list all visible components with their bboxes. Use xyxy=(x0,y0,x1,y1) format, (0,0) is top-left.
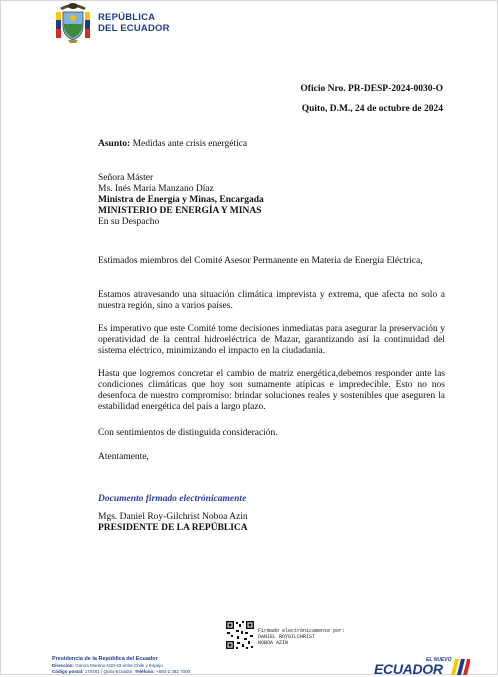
brand-stripes-icon xyxy=(446,657,470,675)
qr-caption-line2: DANIEL ROYGILCHRIST xyxy=(258,634,316,640)
brand-logo-text: ECUADOR xyxy=(374,661,443,677)
signer-name: Mgs. Daniel Roy-Gilchrist Noboa Azin xyxy=(98,512,248,522)
oficio-number: Oficio Nro. PR-DESP-2024-0030-O xyxy=(300,84,443,94)
footer-contact xyxy=(52,656,190,674)
signer-title: PRESIDENTE DE LA REPÚBLICA xyxy=(98,523,248,533)
recipient-ministry: MINISTERIO DE ENERGÍA Y MINAS xyxy=(98,206,262,216)
paragraph-2: Es imperativo que este Comité tome decisiones inmediatas para asegurar la preservación y operatividad de la central hidroeléctrica de Mazar, garantizando así la continuidad del sistema eléctrico, minimizando el impacto en la ciudadanía. xyxy=(98,324,445,356)
republic-line1: REPÚBLICA xyxy=(98,12,156,23)
footer-postal: Código postal: 170401 / Quito-Ecuador. Teléfono: +593-2 382 7000 xyxy=(52,668,191,674)
subject-line xyxy=(98,139,247,149)
recipient-block xyxy=(98,173,264,228)
qr-caption-line3: NOBOA AZIN xyxy=(258,640,289,646)
republic-line2: DEL ECUADOR xyxy=(98,23,170,34)
subject-text: Medidas ante crisis energética xyxy=(130,139,248,149)
electronic-signature-note: Documento firmado electrónicamente xyxy=(98,494,247,504)
signer-block xyxy=(98,512,248,534)
document-date: Quito, D.M., 24 de octubre de 2024 xyxy=(301,104,443,114)
subject-label: Asunto: xyxy=(98,139,131,149)
valediction: Atentamente, xyxy=(98,452,149,462)
footer-address: Dirección: García Moreno N10-43 entre Chile y Espejo xyxy=(52,663,163,668)
qr-caption-line1: Firmado electrónicamente por: xyxy=(258,628,346,634)
recipient-office: En su Despacho xyxy=(98,217,160,227)
letterhead xyxy=(54,0,170,44)
recipient-salutation: Señora Máster xyxy=(98,173,154,183)
greeting: Estimados miembros del Comité Asesor Permanente en Materia de Energía Eléctrica, xyxy=(98,256,423,266)
footer-institution: Presidencia de la República del Ecuador xyxy=(52,656,158,662)
recipient-name: Ms. Inés María Manzano Díaz xyxy=(98,184,214,194)
paragraph-1: Estamos atravesando una situación climática imprevista y extrema, que afecta no solo a nuestra región, sino a varios países. xyxy=(98,290,445,311)
coat-of-arms-icon xyxy=(54,0,92,44)
brand-tagline: EL NUEVO xyxy=(426,657,452,663)
closing-sentence: Con sentimientos de distinguida consideración. xyxy=(98,428,278,438)
signature-qr-code xyxy=(225,620,255,650)
republic-name xyxy=(98,12,170,34)
qr-caption xyxy=(258,628,345,646)
recipient-position: Ministra de Energía y Minas, Encargada xyxy=(98,195,264,205)
paragraph-3: Hasta que logremos concretar el cambio de matriz energética,debemos responder ante las condiciones climáticas que hoy son sumamente atípicas e impredecible. Esto no nos desenfoca de nuestro compromiso: brindar soluciones reales y sostenibles que aseguren la estabilidad energética del país a largo plazo. xyxy=(98,369,445,412)
